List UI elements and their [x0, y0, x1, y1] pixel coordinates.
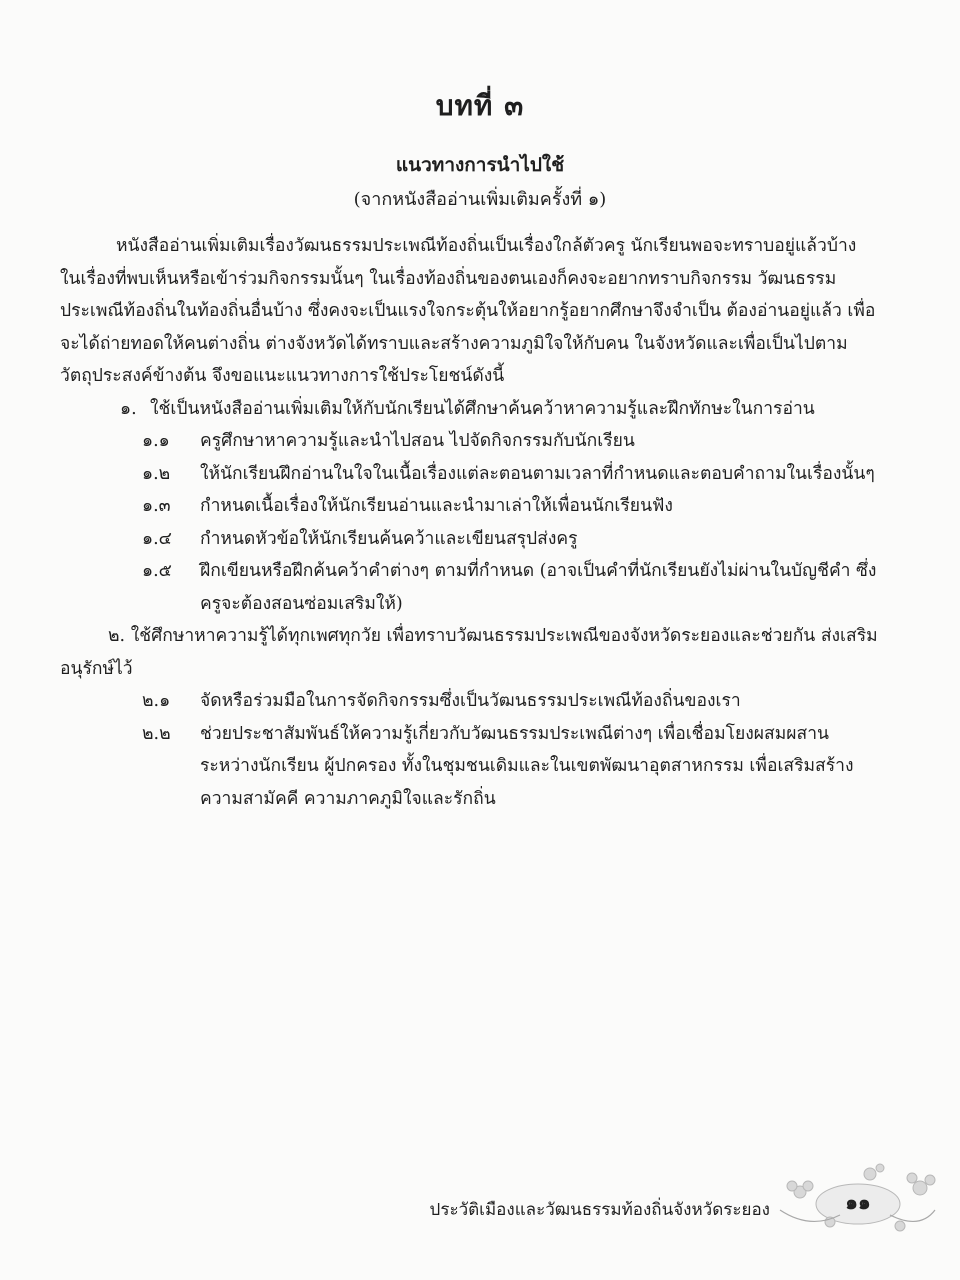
sub-item-1-3 [60, 490, 880, 523]
sub-item-1-4 [60, 523, 880, 556]
sub-text: จัดหรือร่วมมือในการจัดกิจกรรมซึ่งเป็นวัฒนธรรมประเพณีท้องถิ่นของเรา [200, 691, 741, 711]
sub-number: ๒.๒ [142, 723, 171, 744]
sub-text: ให้นักเรียนฝึกอ่านในใจในเนื้อเรื่องแต่ละตอนตามเวลาที่กำหนดและตอบคำถามในเรื่องนั้นๆ [200, 463, 875, 484]
sub-text: ครูศึกษาหาความรู้และนำไปสอน ไปจัดกิจกรรมกับนักเรียน [200, 431, 635, 451]
section-subtitle: (จากหนังสืออ่านเพิ่มเติมครั้งที่ ๑) [353, 189, 607, 210]
list-item-1 [60, 393, 880, 426]
sub-number: ๑.๑ [142, 431, 170, 451]
sub-number: ๒.๑ [142, 691, 171, 711]
sub-number: ๑.๔ [142, 528, 172, 549]
chapter-heading: บทที่ ๓ [435, 89, 525, 122]
footer-title: ประวัติเมืองและวัฒนธรรมท้องถิ่นจังหวัดระยอง [429, 1200, 770, 1219]
list-text: ใช้ศึกษาหาความรู้ได้ทุกเพศทุกวัย เพื่อทราบวัฒนธรรมประเพณีของจังหวัดระยองและช่วยกัน ส่งเสริมอนุรักษ์ไว้ [60, 626, 878, 679]
intro-paragraph: หนังสืออ่านเพิ่มเติมเรื่องวัฒนธรรมประเพณีท้องถิ่นเป็นเรื่องใกล้ตัวครู นักเรียนพอจะทราบอยู่แล้วบ้าง ในเรื่องที่พบเห็นหรือเข้าร่วมกิจกรรมนั้นๆ ในเรื่องท้องถิ่นของตนเองก็คงจะอยากทราบกิจกรรม วัฒนธรรมประเพณีท้องถิ่นในท้องถิ่นอื่นบ้าง ซึ่งคงจะเป็นแรงใจกระตุ้นให้อยากรู้อยากศึกษาจึงจำเป็น ต้องอ่านอยู่แล้ว เพื่อจะได้ถ่ายทอดให้คนต่างถิ่น ต่างจังหวัดได้ทราบและสร้างความภูมิใจให้กับคน ในจังหวัดและเพื่อเป็นไปตามวัตถุประสงค์ข้างต้น จึงขอแนะแนวทางการใช้ประโยชน์ดังนี้ [60, 236, 876, 386]
sub-item-2-2 [60, 718, 880, 816]
page-number: ๑๑ [845, 1190, 871, 1214]
sub-number: ๑.๓ [142, 496, 171, 516]
body-text [60, 230, 880, 815]
list-number: ๒. [108, 626, 126, 646]
list-item-2 [60, 620, 880, 685]
sub-number: ๑.๒ [142, 463, 171, 484]
list-text: ใช้เป็นหนังสืออ่านเพิ่มเติมให้กับนักเรียนได้ศึกษาค้นคว้าหาความรู้และฝึกทักษะในการอ่าน [150, 398, 815, 419]
sub-text: กำหนดหัวข้อให้นักเรียนค้นคว้าและเขียนสรุปส่งครู [200, 528, 578, 549]
sub-number: ๑.๕ [142, 561, 172, 581]
sub-item-1-5 [60, 555, 880, 620]
sub-item-1-1 [60, 425, 880, 458]
sub-text: ฝึกเขียนหรือฝึกค้นคว้าคำต่างๆ ตามที่กำหนด (อาจเป็นคำที่นักเรียนยังไม่ผ่านในบัญชีคำ ซึ่งครูจะต้องสอนซ่อมเสริมให้) [200, 561, 877, 614]
sub-text: ช่วยประชาสัมพันธ์ให้ความรู้เกี่ยวกับวัฒนธรรมประเพณีต่างๆ เพื่อเชื่อมโยงผสมผสาน ระหว่างนักเรียน ผู้ปกครอง ทั้งในชุมชนเดิมและในเขตพัฒนาอุตสาหกรรม เพื่อเสริมสร้างความสามัคคี ความภาคภูมิใจและรักถิ่น [200, 723, 854, 809]
list-number: ๑. [120, 398, 137, 419]
sub-item-1-2 [60, 458, 880, 491]
sub-text: กำหนดเนื้อเรื่องให้นักเรียนอ่านและนำมาเล่าให้เพื่อนนักเรียนฟัง [200, 496, 673, 516]
sub-item-2-1 [60, 685, 880, 718]
section-title: แนวทางการนำไปใช้ [395, 154, 565, 176]
